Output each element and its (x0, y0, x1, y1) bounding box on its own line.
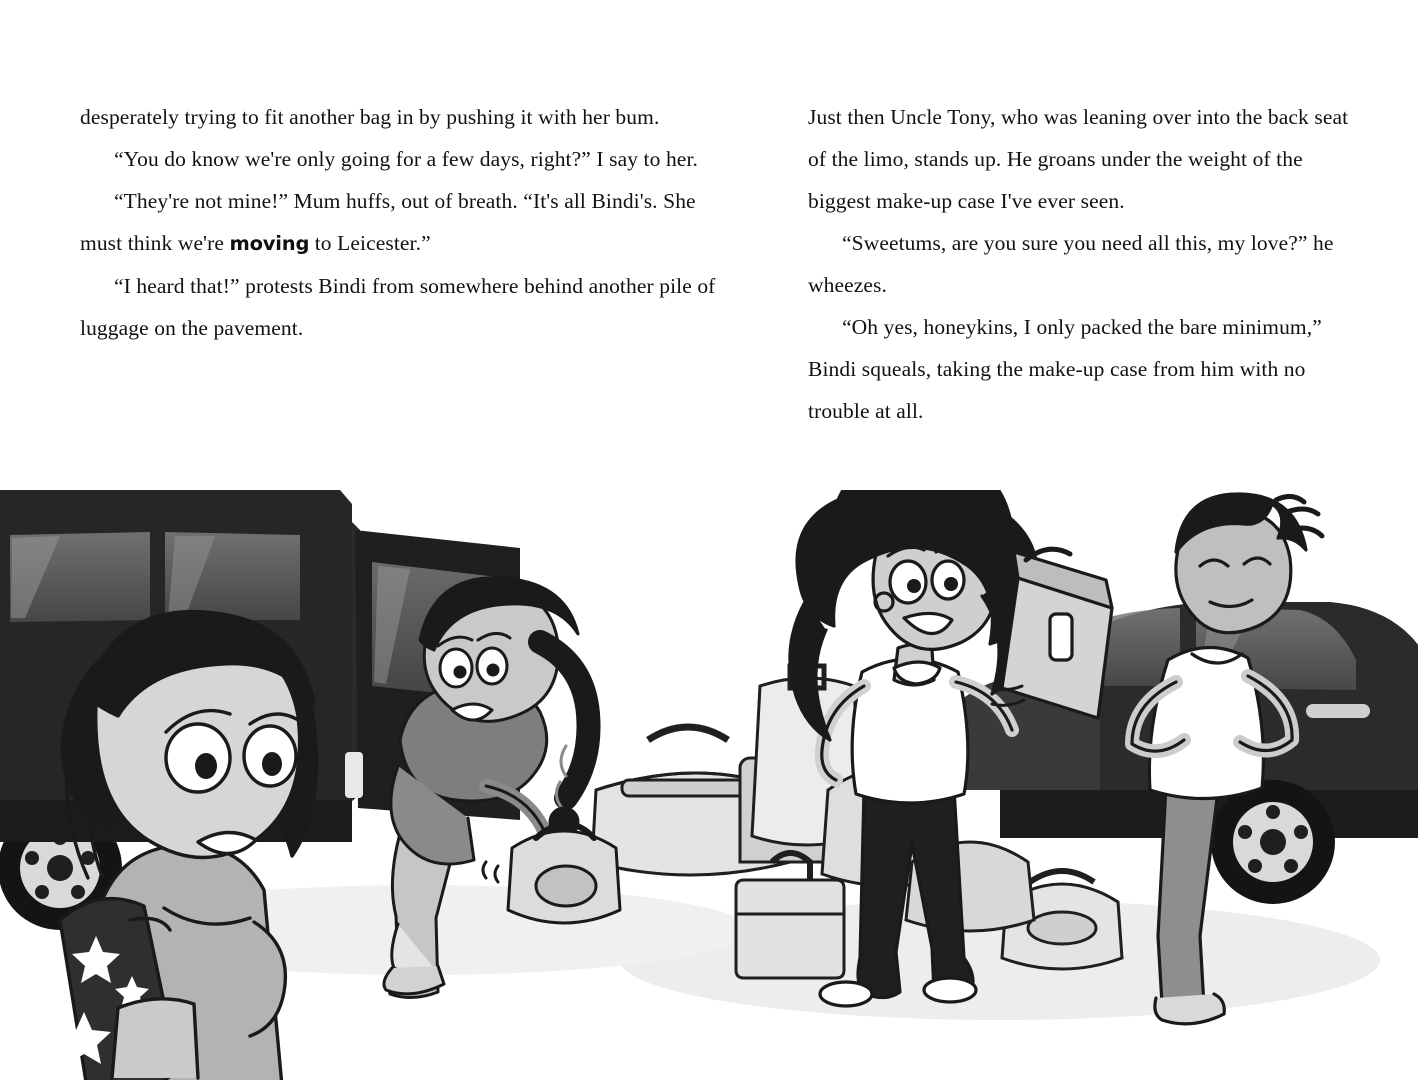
car-wheel (1211, 780, 1335, 904)
text-column-left (80, 96, 720, 432)
paragraph (808, 306, 1368, 432)
text-run: “Sweetums, are you sure you need all this, my love?” he wheezes. (808, 231, 1334, 297)
text-run: “I heard that!” protests Bindi from somewhere behind another pile of luggage on the pavement. (80, 274, 716, 340)
emphasized-word: moving (229, 232, 310, 255)
text-run: Just then Uncle Tony, who was leaning over into the back seat of the limo, stands up. He groans under the weight of the biggest make-up case I've ever seen. (808, 105, 1349, 213)
text-run: “You do know we're only going for a few days, right?” I say to her. (114, 147, 698, 171)
chapter-illustration (0, 490, 1418, 1080)
paragraph (80, 138, 720, 180)
paragraph (808, 222, 1368, 306)
page-body-text (0, 96, 1418, 432)
paragraph (80, 180, 720, 265)
text-column-right (808, 96, 1368, 432)
makeup-case (1002, 549, 1112, 718)
paragraph (80, 265, 720, 349)
text-run: “Oh yes, honeykins, I only packed the bare minimum,” Bindi squeals, taking the make-up case from him with no trouble at all. (808, 315, 1322, 423)
text-run: to Leicester.” (309, 231, 431, 255)
text-run: “They're not mine!” Mum huffs, out of breath. “It's all Bindi's. She must think we're (80, 189, 696, 255)
paragraph (80, 96, 720, 138)
text-run: desperately trying to fit another bag in by pushing it with her bum. (80, 105, 660, 129)
paragraph (808, 96, 1368, 222)
